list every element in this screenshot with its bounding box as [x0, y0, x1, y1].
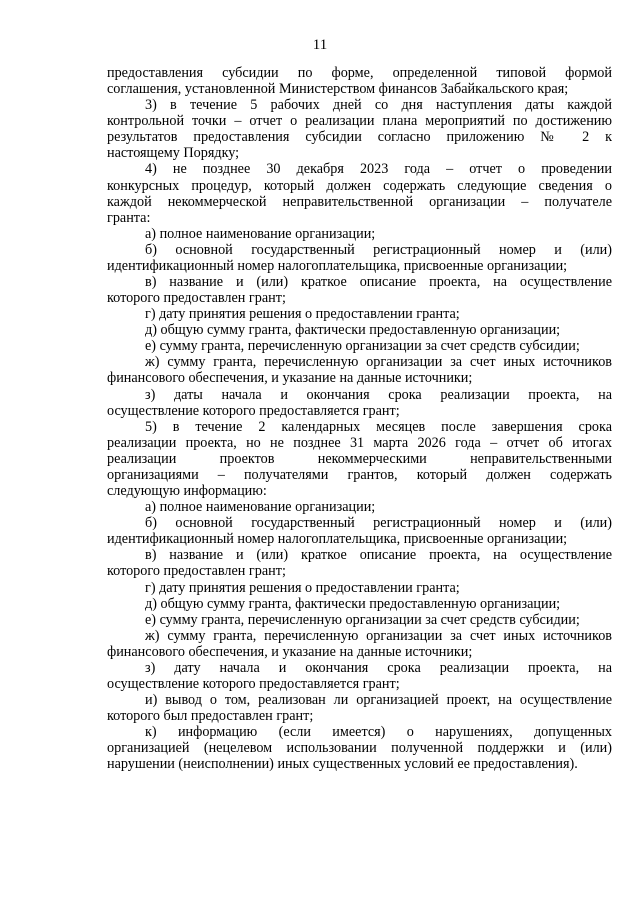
text-line: 4) не позднее 30 декабря 2023 года – отчет о проведении: [145, 161, 612, 178]
page-number: 11: [312, 37, 328, 53]
text-line: в) название и (или) краткое описание проекта, на осуществление: [145, 547, 612, 564]
text-line: которого был предоставлен грант;: [107, 708, 314, 725]
text-line: организацией (нецелевом использовании полученной поддержки и (или): [107, 740, 612, 757]
text-line: б) основной государственный регистрационный номер и (или): [145, 515, 612, 532]
text-line: контрольной точки – отчет о реализации плана мероприятий по достижению: [107, 113, 612, 130]
text-line: идентификационный номер налогоплательщика, присвоенные организации;: [107, 531, 568, 548]
text-line: финансового обеспечения, и указание на данные источники;: [107, 643, 473, 660]
text-line: которого предоставлен грант;: [107, 290, 286, 307]
text-line: а) полное наименование организации;: [145, 499, 376, 516]
text-line: 3) в течение 5 рабочих дней со дня наступления даты каждой: [145, 97, 612, 114]
text-line: предоставления субсидии по форме, определенной типовой формой: [107, 65, 612, 81]
text-line: з) даты начала и окончания срока реализации проекта, на: [145, 386, 612, 403]
text-line: ж) сумму гранта, перечисленную организации за счет иных источников: [145, 354, 612, 371]
text-line: настоящему Порядку;: [107, 145, 240, 162]
text-line: каждой некоммерческой неправительственной организации – получателе: [107, 193, 612, 210]
text-line: которого предоставлен грант;: [107, 563, 286, 580]
text-line: а) полное наименование организации;: [145, 225, 376, 242]
text-line: и) вывод о том, реализован ли организацией проект, на осуществление: [145, 692, 612, 709]
text-line: в) название и (или) краткое описание проекта, на осуществление: [145, 274, 612, 291]
text-line: осуществление которого предоставляется грант;: [107, 675, 400, 692]
text-line: е) сумму гранта, перечисленную организации за счет средств субсидии;: [145, 611, 580, 628]
text-line: д) общую сумму гранта, фактически предоставленную организации;: [145, 322, 561, 339]
text-line: организациями – получателями грантов, который должен содержать: [107, 466, 612, 483]
text-line: конкурсных процедур, который должен содержать следующие сведения о: [107, 177, 612, 194]
text-line: соглашения, установленной Министерством финансов Забайкальского края;: [107, 81, 569, 98]
text-line: реализации проекта, но не позднее 31 марта 2026 года – отчет об итогах: [107, 434, 612, 451]
text-line: реализации проектов некоммерческими неправительственными: [107, 450, 612, 467]
text-line: 5) в течение 2 календарных месяцев после завершения срока: [145, 418, 612, 435]
text-line: б) основной государственный регистрационный номер и (или): [145, 241, 612, 258]
text-line: з) дату начала и окончания срока реализации проекта, на: [145, 659, 612, 676]
text-line: финансового обеспечения, и указание на данные источники;: [107, 370, 473, 387]
text-line: к) информацию (если имеется) о нарушениях, допущенных: [145, 724, 612, 741]
text-line: ж) сумму гранта, перечисленную организации за счет иных источников: [145, 627, 612, 644]
text-line: г) дату принятия решения о предоставлении гранта;: [145, 579, 460, 596]
text-line: результатов предоставления субсидии согласно приложению № 2 к: [107, 129, 612, 146]
text-line: г) дату принятия решения о предоставлении гранта;: [145, 306, 460, 323]
text-line: осуществление которого предоставляется грант;: [107, 402, 400, 419]
text-line: е) сумму гранта, перечисленную организации за счет средств субсидии;: [145, 338, 580, 355]
text-line: гранта:: [107, 209, 151, 226]
document-body: [0, 65, 640, 772]
text-line: следующую информацию:: [107, 483, 267, 500]
text-line: нарушении (неисполнении) иных существенных условий ее предоставления).: [107, 756, 578, 773]
text-line: идентификационный номер налогоплательщика, присвоенные организации;: [107, 257, 568, 274]
text-line: д) общую сумму гранта, фактически предоставленную организации;: [145, 595, 561, 612]
